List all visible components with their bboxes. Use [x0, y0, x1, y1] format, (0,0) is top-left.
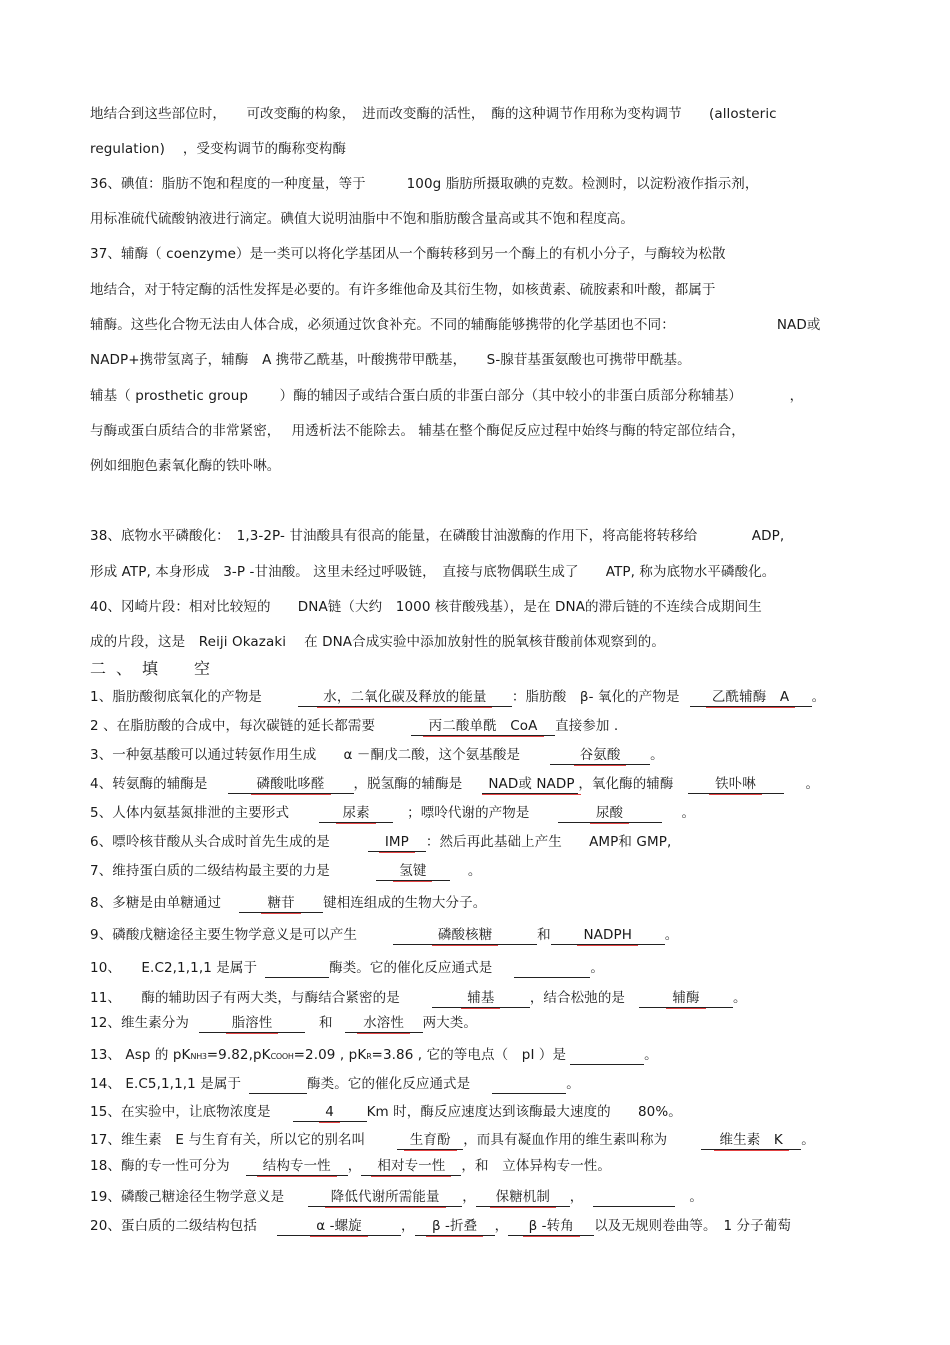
question-text: 。: [801, 1132, 815, 1148]
question-text: 酶类。它的催化反应通式是: [329, 960, 493, 976]
definition-line: 37、辅酶（ coenzyme）是一类可以将化学基团从一个酶转移到另一个酶上的有机小分子，与酶较为松散: [90, 246, 726, 262]
answer-text: 尿素: [338, 804, 373, 822]
answer-text: 降低代谢所需能量: [327, 1188, 444, 1206]
question-text: 9、磷酸戊糖途径主要生物学意义是可以产生: [90, 927, 358, 943]
question-text: ：然后再此基础上产生 AMP和 GMP,: [425, 834, 672, 850]
question-19: [90, 1188, 880, 1207]
question-text: 1、脂肪酸彻底氧化的产物是: [90, 689, 262, 705]
answer-text: 乙酰辅酶 A: [708, 688, 793, 706]
question-text: 键相连组成的生物大分子。: [323, 895, 487, 911]
question-17: [90, 1131, 880, 1150]
answer-blank: [199, 1014, 305, 1033]
question-text: ，: [347, 1158, 362, 1174]
question-text: 和: [537, 927, 551, 943]
answer-text: 水，二氧化碳及释放的能量: [319, 688, 490, 706]
answer-blank: [476, 1188, 570, 1207]
question-13: [90, 1046, 880, 1066]
definition-line: 36、碘值：脂肪不饱和程度的一种度量，等于 100g 脂肪所摄取碘的克数。检测时，以淀粉液作指示剂，: [90, 176, 759, 192]
answer-text: 谷氨酸: [576, 746, 625, 764]
question-14: [90, 1075, 880, 1094]
question-text: 直接参加 .: [555, 718, 619, 734]
question-6: [90, 833, 880, 852]
question-text: 12、维生素分为: [90, 1015, 189, 1031]
answer-blank: [298, 688, 512, 707]
question-text: 。: [566, 1076, 580, 1092]
answer-blank: [688, 775, 784, 794]
answer-blank: [361, 1157, 461, 1176]
definition-line: regulation) ，受变构调节的酶称变构酶: [90, 141, 347, 157]
question-3: [90, 746, 880, 765]
question-2: [90, 717, 880, 736]
question-text: ，而具有凝血作用的维生素叫称为: [463, 1132, 668, 1148]
answer-blank: [550, 746, 650, 765]
answer-blank: [482, 775, 578, 794]
definition-line: 辅酶。这些化合物无法由人体合成，必须通过饮食补充。不同的辅酶能够携带的化学基团也不同： NAD或: [90, 317, 821, 333]
question-text: =3.86 , 它的等电点（ pI ）是: [371, 1047, 567, 1063]
question-text: 。: [811, 689, 826, 705]
answer-blank: [239, 894, 323, 913]
question-5: [90, 804, 880, 823]
answer-text: 丙二酸单酰 CoA: [425, 717, 542, 735]
answer-blank: [345, 1014, 423, 1033]
answer-text: 脂溶性: [228, 1014, 277, 1032]
definition-line: 辅基（ prosthetic group ）酶的辅因子或结合蛋白质的非蛋白部分（其中较小的非蛋白质部分称辅基） ，: [90, 388, 804, 404]
question-text: 3、一种氨基酸可以通过转氨作用生成 α －酮戊二酸，这个氨基酸是: [90, 747, 521, 763]
answer-text: 4: [321, 1103, 338, 1121]
question-9: [90, 926, 880, 945]
answer-blank: [415, 1217, 495, 1236]
answer-text: 水溶性: [359, 1014, 408, 1032]
definition-line: 地结合，对于特定酶的活性发挥是必要的。有许多维他命及其衍生物，如核黄素、硫胺素和叶酸，都属于: [90, 282, 716, 298]
question-text: 13、 Asp 的 pK: [90, 1047, 191, 1063]
answer-text: 糖苷: [263, 894, 298, 912]
question-text: 7、维持蛋白质的二级结构最主要的力是: [90, 863, 330, 879]
question-10: [90, 959, 880, 978]
question-text: ，: [569, 1189, 584, 1205]
answer-blank: [558, 804, 662, 823]
question-text: ；嘌呤代谢的产物是: [407, 805, 530, 821]
question-18: [90, 1157, 880, 1176]
question-text: 5、人体内氨基氮排泄的主要形式: [90, 805, 290, 821]
question-text: 两大类。: [422, 1015, 477, 1031]
question-text: 酶类。它的催化反应通式是: [307, 1076, 471, 1092]
question-text: 20、蛋白质的二级结构包括: [90, 1218, 257, 1234]
answer-text: 相对专一性: [373, 1157, 449, 1175]
question-8: [90, 894, 880, 913]
question-text: ：脂肪酸 β- 氧化的产物是: [511, 689, 680, 705]
answer-text: 结构专一性: [259, 1157, 335, 1175]
question-text: 。: [681, 805, 696, 821]
question-text: 以及无规则卷曲等。 1 分子葡萄: [594, 1218, 791, 1234]
answer-blank: [319, 804, 393, 823]
question-7: [90, 862, 880, 881]
question-text: 。: [590, 960, 604, 976]
question-text: 2 、在脂肪酸的合成中，每次碳链的延长都需要: [90, 718, 376, 734]
question-11: [90, 989, 880, 1008]
answer-text: NAD或 NADP: [484, 775, 578, 793]
answer-text: α -螺旋: [312, 1217, 366, 1235]
definition-line: 形成 ATP, 本身形成 3-P -甘油酸。 这里未经过呼吸链， 直接与底物偶联生成了 ATP, 称为底物水平磷酸化。: [90, 564, 776, 580]
answer-text: 保糖机制: [492, 1188, 554, 1206]
answer-blank: [393, 926, 537, 945]
question-text: ，结合松弛的是: [529, 990, 626, 1006]
question-text: =9.82,pK: [206, 1047, 271, 1063]
question-text: 8、多糖是由单糖通过: [90, 895, 222, 911]
answer-blank: [246, 1157, 348, 1176]
question-1: [90, 688, 880, 707]
answer-blank: [411, 717, 555, 736]
question-text: 。: [805, 776, 820, 792]
empty-blank: [492, 1075, 566, 1094]
question-text: 6、嘌呤核苷酸从头合成时首先生成的是: [90, 834, 330, 850]
answer-blank: [639, 989, 733, 1008]
definition-line: NADP+携带氢离子，辅酶 A 携带乙酰基，叶酸携带甲酰基， S-腺苷基蛋氨酸也可携带甲酰基。: [90, 352, 691, 368]
question-text: 10、 E.C2,1,1,1 是属于: [90, 960, 258, 976]
question-text: ，: [494, 1218, 509, 1234]
definition-line: 成的片段，这是 Reiji Okazaki 在 DNA合成实验中添加放射性的脱氧核苷酸前体观察到的。: [90, 634, 665, 650]
answer-blank: [308, 1188, 462, 1207]
question-text: 14、 E.C5,1,1,1 是属于: [90, 1076, 242, 1092]
question-text: ，: [400, 1218, 415, 1234]
answer-blank: [368, 833, 426, 852]
answer-blank: [701, 1131, 801, 1150]
question-text: 。: [650, 747, 664, 763]
answer-blank: [690, 688, 812, 707]
answer-text: 氢键: [395, 862, 430, 880]
empty-blank: [593, 1188, 675, 1207]
section-title: 二、填 空: [90, 659, 221, 678]
answer-text: 维生素 K: [716, 1131, 787, 1149]
answer-text: NADPH: [579, 926, 636, 944]
question-text: ，脱氢酶的辅酶是: [353, 776, 463, 792]
answer-text: 尿酸: [592, 804, 627, 822]
question-20: [90, 1217, 880, 1236]
question-text: ，: [462, 1189, 476, 1205]
definition-line: 与酶或蛋白质结合的非常紧密， 用透析法不能除去。 辅基在整个酶促反应过程中始终与酶的特定部位结合，: [90, 423, 745, 439]
definition-line: 例如细胞色素氧化酶的铁卟啉。: [90, 458, 281, 474]
definition-line: 38、底物水平磷酸化： 1,3-2P- 甘油酸具有很高的能量，在磷酸甘油激酶的作用下，将高能将转移给 ADP,: [90, 528, 785, 544]
definition-line: 用标准硫代硫酸钠液进行滴定。碘值大说明油脂中不饱和脂肪酸含量高或其不饱和程度高。: [90, 211, 634, 227]
question-text: 11、 酶的辅助因子有两大类，与酶结合紧密的是: [90, 990, 400, 1006]
answer-text: 磷酸核糖: [434, 926, 496, 944]
answer-blank: [508, 1217, 594, 1236]
answer-blank: [397, 1131, 463, 1150]
definition-line: 40、冈崎片段：相对比较短的 DNA链（大约 1000 核苷酸残基），是在 DNA的滞后链的不连续合成期间生: [90, 599, 762, 615]
answer-blank: [432, 989, 530, 1008]
question-text: 4、转氨酶的辅酶是: [90, 776, 208, 792]
empty-blank: [570, 1046, 644, 1065]
question-text: 18、酶的专一性可分为: [90, 1158, 230, 1174]
question-text: 19、磷酸己糖途径生物学意义是: [90, 1189, 285, 1205]
answer-blank: [277, 1217, 401, 1236]
question-12: [90, 1014, 880, 1033]
subscript: R: [366, 1052, 372, 1061]
question-4: [90, 775, 880, 794]
subscript: COOH: [270, 1052, 294, 1061]
question-text: ，和 立体异构专一性。: [461, 1158, 611, 1174]
answer-text: 磷酸吡哆醛: [253, 775, 329, 793]
empty-blank: [514, 959, 590, 978]
question-text: ，氧化酶的辅酶: [578, 776, 674, 792]
question-text: 。: [664, 927, 679, 943]
question-text: =2.09 , pK: [293, 1047, 367, 1063]
question-text: 。: [467, 863, 482, 879]
answer-text: 生育酚: [406, 1131, 455, 1149]
answer-text: β -转角: [525, 1217, 578, 1235]
question-text: 。: [689, 1189, 704, 1205]
question-15: [90, 1103, 880, 1122]
answer-blank: [376, 862, 450, 881]
question-text: 15、在实验中，让底物浓度是: [90, 1104, 271, 1120]
answer-text: 辅基: [463, 989, 498, 1007]
answer-text: IMP: [381, 833, 413, 851]
answer-text: 铁卟啉: [711, 775, 760, 793]
answer-blank: [551, 926, 665, 945]
empty-blank: [249, 1075, 307, 1094]
question-text: Km 时，酶反应速度达到该酶最大速度的 80%。: [366, 1104, 682, 1120]
empty-blank: [265, 959, 329, 978]
answer-text: 辅酶: [668, 989, 703, 1007]
question-text: 。: [644, 1047, 658, 1063]
subscript: NH3: [190, 1052, 207, 1061]
question-text: 。: [733, 990, 747, 1006]
answer-blank: [293, 1103, 367, 1122]
answer-blank: [228, 775, 354, 794]
answer-text: β -折叠: [428, 1217, 481, 1235]
question-text: 和: [318, 1015, 333, 1031]
definition-line: 地结合到这些部位时， 可改变酶的构象， 进而改变酶的活性， 酶的这种调节作用称为变构调节 (allosteric: [90, 106, 777, 122]
question-text: 17、维生素 E 与生育有关，所以它的别名叫: [90, 1132, 366, 1148]
